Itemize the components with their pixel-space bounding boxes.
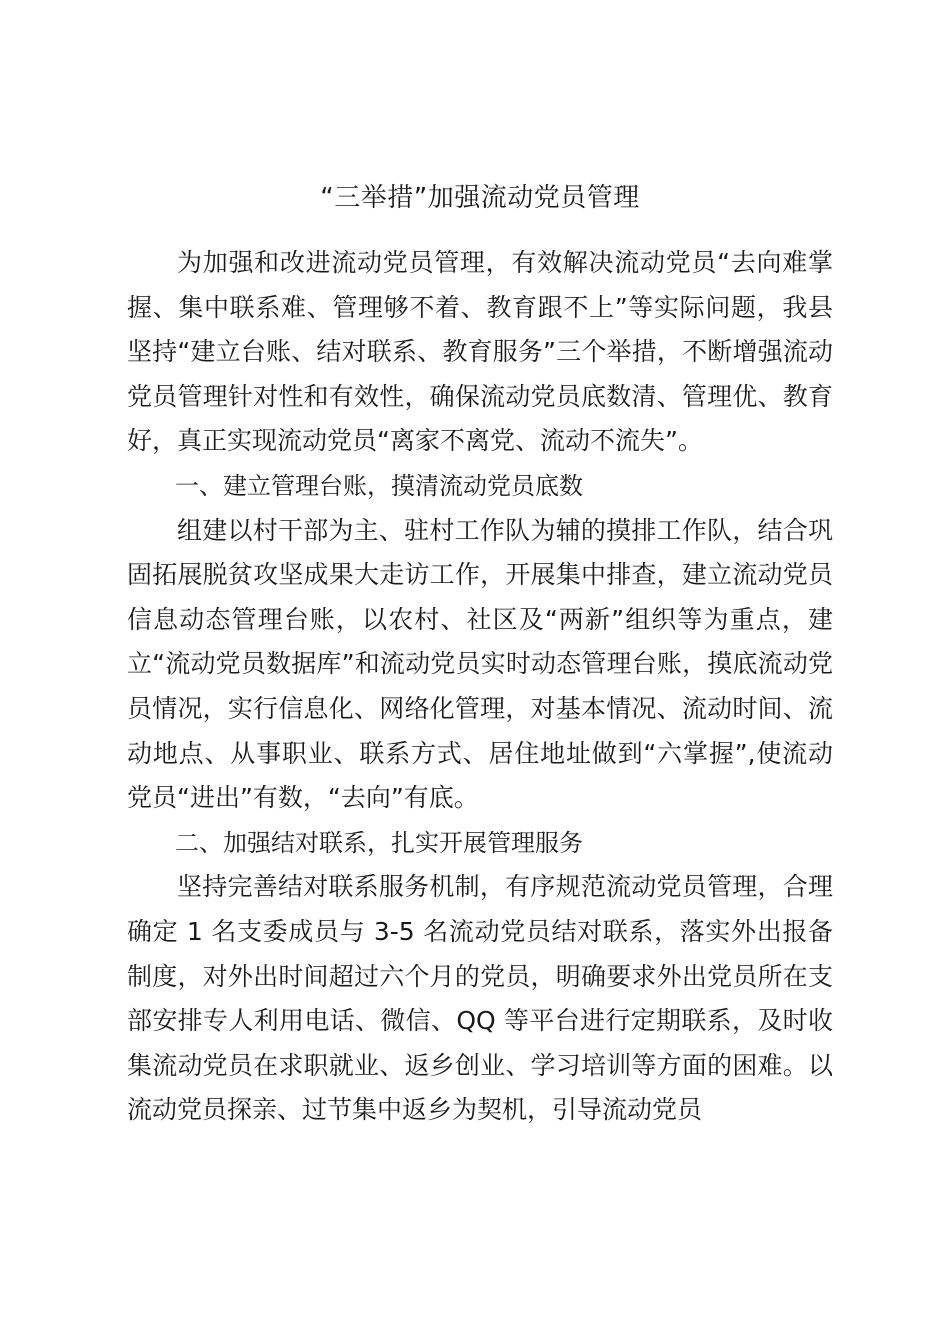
document-body (127, 241, 833, 1133)
section-2-paragraph: 坚持完善结对联系服务机制，有序规范流动党员管理，合理确定 1 名支委成员与 3-5 名流动党员结对联系，落实外出报备制度，对外出时间超过六个月的党员，明确要求外出党员所在支部安排专人利用电话、微信、QQ 等平台进行定期联系，及时收集流动党员在求职就业、返乡创业、学习培训等方面的困难。以流动党员探亲、过节集中返乡为契机，引导流动党员 (127, 872, 833, 1125)
section-1-paragraph: 组建以村干部为主、驻村工作队为辅的摸排工作队，结合巩固拓展脱贫攻坚成果大走访工作，开展集中排查，建立流动党员信息动态管理台账，以农村、社区及“两新”组织等为重点，建立“流动党员数据库”和流动党员实时动态管理台账，摸底流动党员情况，实行信息化、网络化管理，对基本情况、流动时间、流动地点、从事职业、联系方式、居住地址做到“六掌握”,使流动党员“进出”有数，“去向”有底。 (127, 515, 833, 813)
document-title: “三举措”加强流动党员管理 (320, 183, 640, 213)
section-2-heading: 二、加强结对联系，扎实开展管理服务 (175, 828, 583, 857)
section-1-heading: 一、建立管理台账，摸清流动党员底数 (175, 471, 583, 500)
intro-paragraph: 为加强和改进流动党员管理，有效解决流动党员“去向难掌握、集中联系难、管理够不着、教育跟不上”等实际问题，我县坚持“建立台账、结对联系、教育服务”三个举措，不断增强流动党员管理针对性和有效性，确保流动党员底数清、管理优、教育好，真正实现流动党员“离家不离党、流动不流失”。 (127, 248, 833, 456)
